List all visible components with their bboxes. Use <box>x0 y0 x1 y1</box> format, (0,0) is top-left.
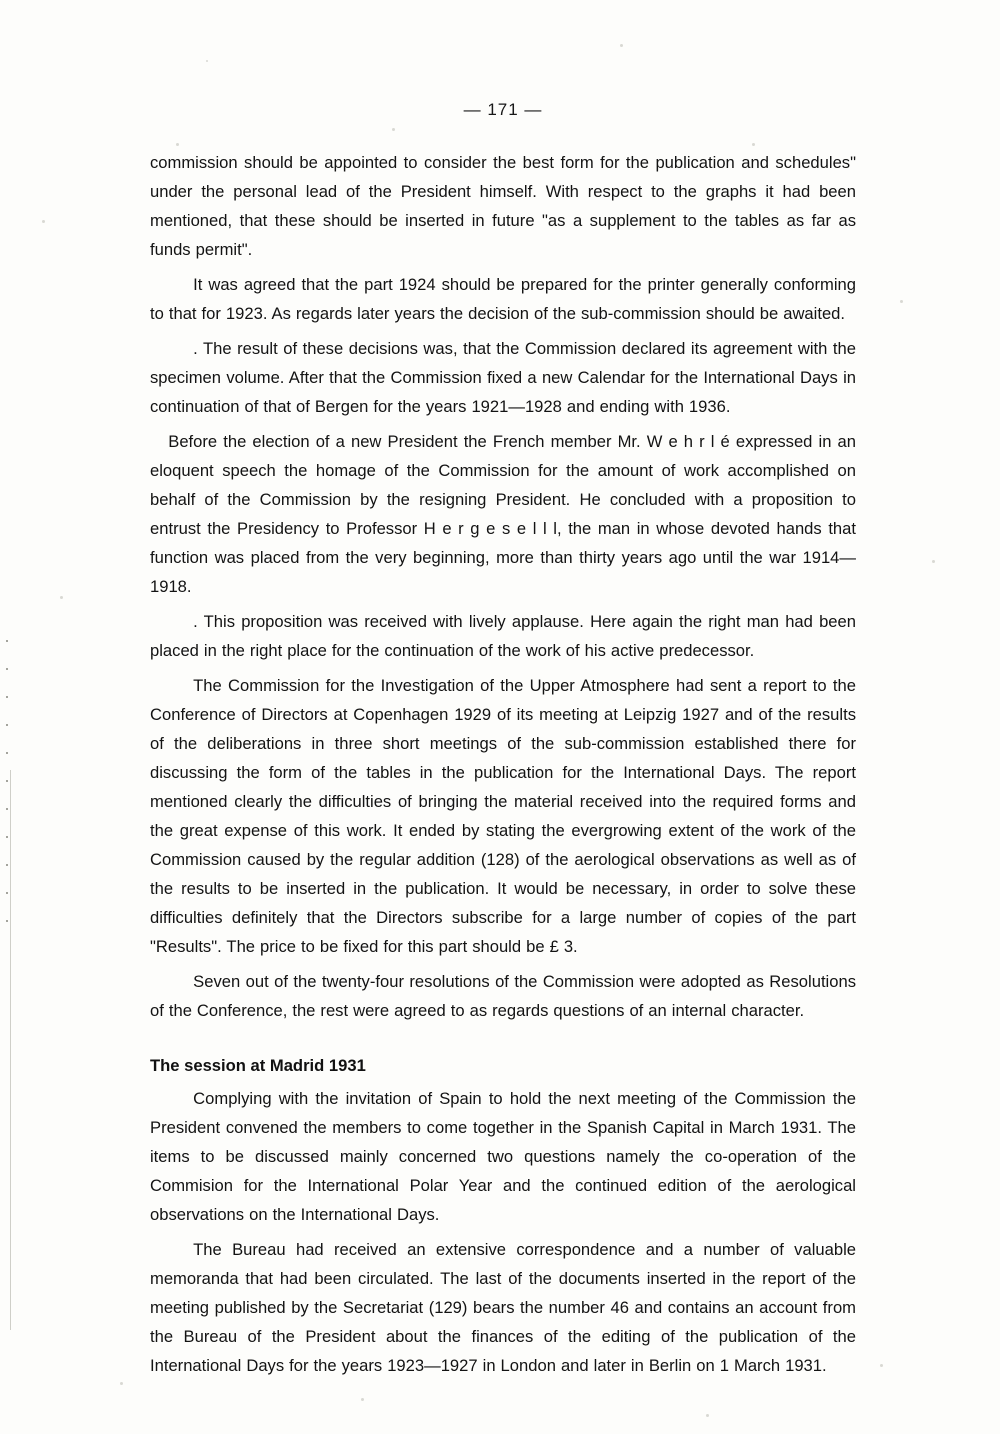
scan-speckle <box>42 220 45 223</box>
body-paragraph: Complying with the invitation of Spain to hold the next meeting of the Commission the President convened the members to come together in the Spanish Capital in March 1931. The items to be discussed mainly concerned two questions namely the co-operation of the Commision for the International Polar Year and the continued edition of the aerological observations on the International Days. <box>150 1089 856 1224</box>
scan-speckle <box>620 44 623 47</box>
page-content <box>150 100 856 1382</box>
page-margin-rule <box>10 770 11 1330</box>
scan-speckle <box>206 60 208 62</box>
body-paragraph: commission should be appointed to consider the best form for the publication and schedules" under the personal lead of the President himself. With respect to the graphs it had been mentioned, that these should be inserted in future "as a supplement to the tables as far as funds permit". <box>150 153 856 259</box>
body-paragraph: . The result of these decisions was, that the Commission declared its agreement with the specimen volume. After that the Commission fixed a new Calendar for the International Days in continuation of that of Bergen for the years 1921—1928 and ending with 1936. <box>150 339 856 416</box>
body-paragraph: Seven out of the twenty-four resolutions of the Commission were adopted as Resolutions of the Conference, the rest were agreed to as regards questions of an internal character. <box>150 972 856 1020</box>
body-paragraph: It was agreed that the part 1924 should be prepared for the printer generally conforming to that for 1923. As regards later years the decision of the sub-commission should be awaited. <box>150 275 856 323</box>
scan-speckle <box>60 596 63 599</box>
scan-speckle <box>706 1414 709 1417</box>
body-paragraph: . This proposition was received with lively applause. Here again the right man had been placed in the right place for the continuation of the work of his active predecessor. <box>150 612 856 660</box>
body-paragraph: The Bureau had received an extensive correspondence and a number of valuable memoranda that had been circulated. The last of the documents inserted in the report of the meeting published by the Secretariat (129) bears the number 46 and contains an account from the Bureau of the President about the finances of the editing of the publication of the International Days for the years 1923—1927 in London and later in Berlin on 1 March 1931. <box>150 1240 856 1375</box>
body-paragraph: The Commission for the Investigation of the Upper Atmosphere had sent a report to the Conference of Directors at Copenhagen 1929 of its meeting at Leipzig 1927 and of the results of the deliberations in three short meetings of the sub-commission established there for discussing the form of the tables in the publication for the International Days. The report mentioned clearly the difficulties of bringing the material received into the required forms and the great expense of this work. It ended by stating the evergrowing extent of the work of the Commission caused by the regular addition (128) of the aerological observations as well as of the results to be inserted in the publication. It would be necessary, in order to solve these difficulties definitely that the Directors subscribe for a large number of copies of the part "Results". The price to be fixed for this part should be £ 3. <box>150 676 856 956</box>
body-paragraph: Before the election of a new President the French member Mr. W e h r l é expressed in an eloquent speech the homage of the Commission for the amount of work accomplished on behalf of the Commission by the resigning President. He concluded with a proposition to entrust the Presidency to Professor H e r g e s e l l l, the man in whose devoted hands that function was placed from the very beginning, more than thirty years ago until the war 1914—1918. <box>150 432 856 596</box>
scan-speckle <box>932 560 935 563</box>
scan-speckle <box>900 300 903 303</box>
scan-speckle <box>120 1382 123 1385</box>
page-number: — 171 — <box>463 100 543 119</box>
section-heading: The session at Madrid 1931 <box>150 1056 366 1075</box>
scan-speckle <box>880 1364 883 1367</box>
scan-speckle <box>361 1398 364 1401</box>
page-edge-marks <box>6 640 12 970</box>
